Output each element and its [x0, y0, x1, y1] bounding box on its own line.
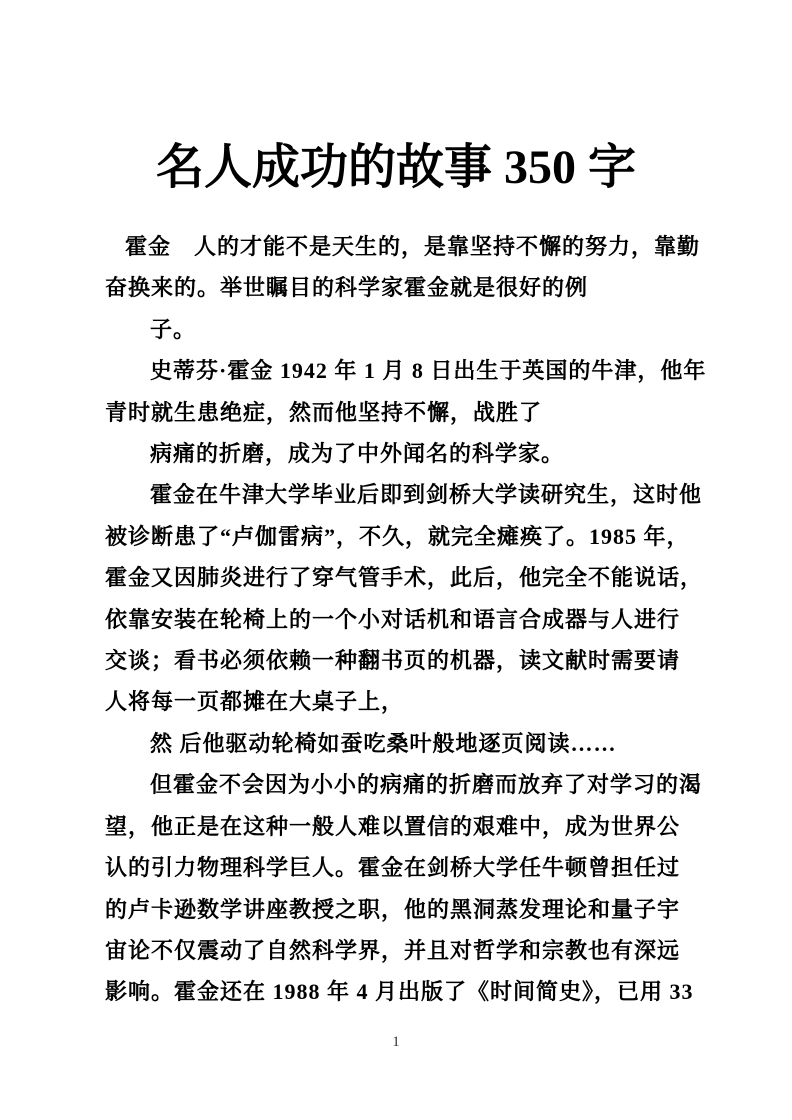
- text-line: 影响。霍金还在 1988 年 4 月出版了《时间简史》，已用 33: [105, 979, 694, 1005]
- text-line: 人将每一页都摊在大桌子上，: [105, 689, 405, 715]
- text-line: 子。: [150, 316, 197, 342]
- text-line: 望，他正是在这种一般人难以置信的艰难中，成为世界公: [105, 813, 681, 839]
- document-title: 名人成功的故事 350 字: [155, 141, 636, 194]
- text-line: 认的引力物理科学巨人。霍金在剑桥大学任牛顿曾担任过: [105, 855, 681, 881]
- text-line: 奋换来的。举世瞩目的科学家霍金就是很好的例: [105, 275, 589, 301]
- text-line: 霍金 人的才能不是天生的，是靠坚持不懈的努力，靠勤: [125, 234, 701, 259]
- text-line: 史蒂芬·霍金 1942 年 1 月 8 日出生于英国的牛津，他年: [150, 358, 707, 384]
- text-line: 被诊断患了“卢伽雷病”，不久，就完全瘫痪了。1985 年，: [105, 523, 690, 549]
- text-line: 霍金在牛津大学毕业后即到剑桥大学读研究生，这时他: [150, 482, 703, 508]
- text-line: 青时就生患绝症，然而他坚持不懈，战胜了: [105, 399, 543, 425]
- text-line: 的卢卡逊数学讲座教授之职，他的黑洞蒸发理论和量子宇: [105, 896, 681, 922]
- document-body: [105, 226, 752, 1013]
- text-line: 但霍金不会因为小小的病痛的折磨而放弃了对学习的渴: [150, 772, 703, 798]
- text-line: 然 后他驱动轮椅如蚕吃桑叶般地逐页阅读……: [150, 730, 617, 756]
- text-line: 病痛的折磨，成为了中外闻名的科学家。: [150, 441, 565, 467]
- page-number: 1: [392, 1034, 400, 1050]
- text-line: 霍金又因肺炎进行了穿气管手术，此后，他完全不能说话，: [105, 565, 704, 591]
- text-line: 交谈；看书必须依赖一种翻书页的机器，读文献时需要请: [105, 648, 681, 674]
- text-line: 依靠安装在轮椅上的一个小对话机和语言合成器与人进行: [105, 606, 681, 632]
- text-line: 宙论不仅震动了自然科学界，并且对哲学和宗教也有深远: [105, 937, 681, 963]
